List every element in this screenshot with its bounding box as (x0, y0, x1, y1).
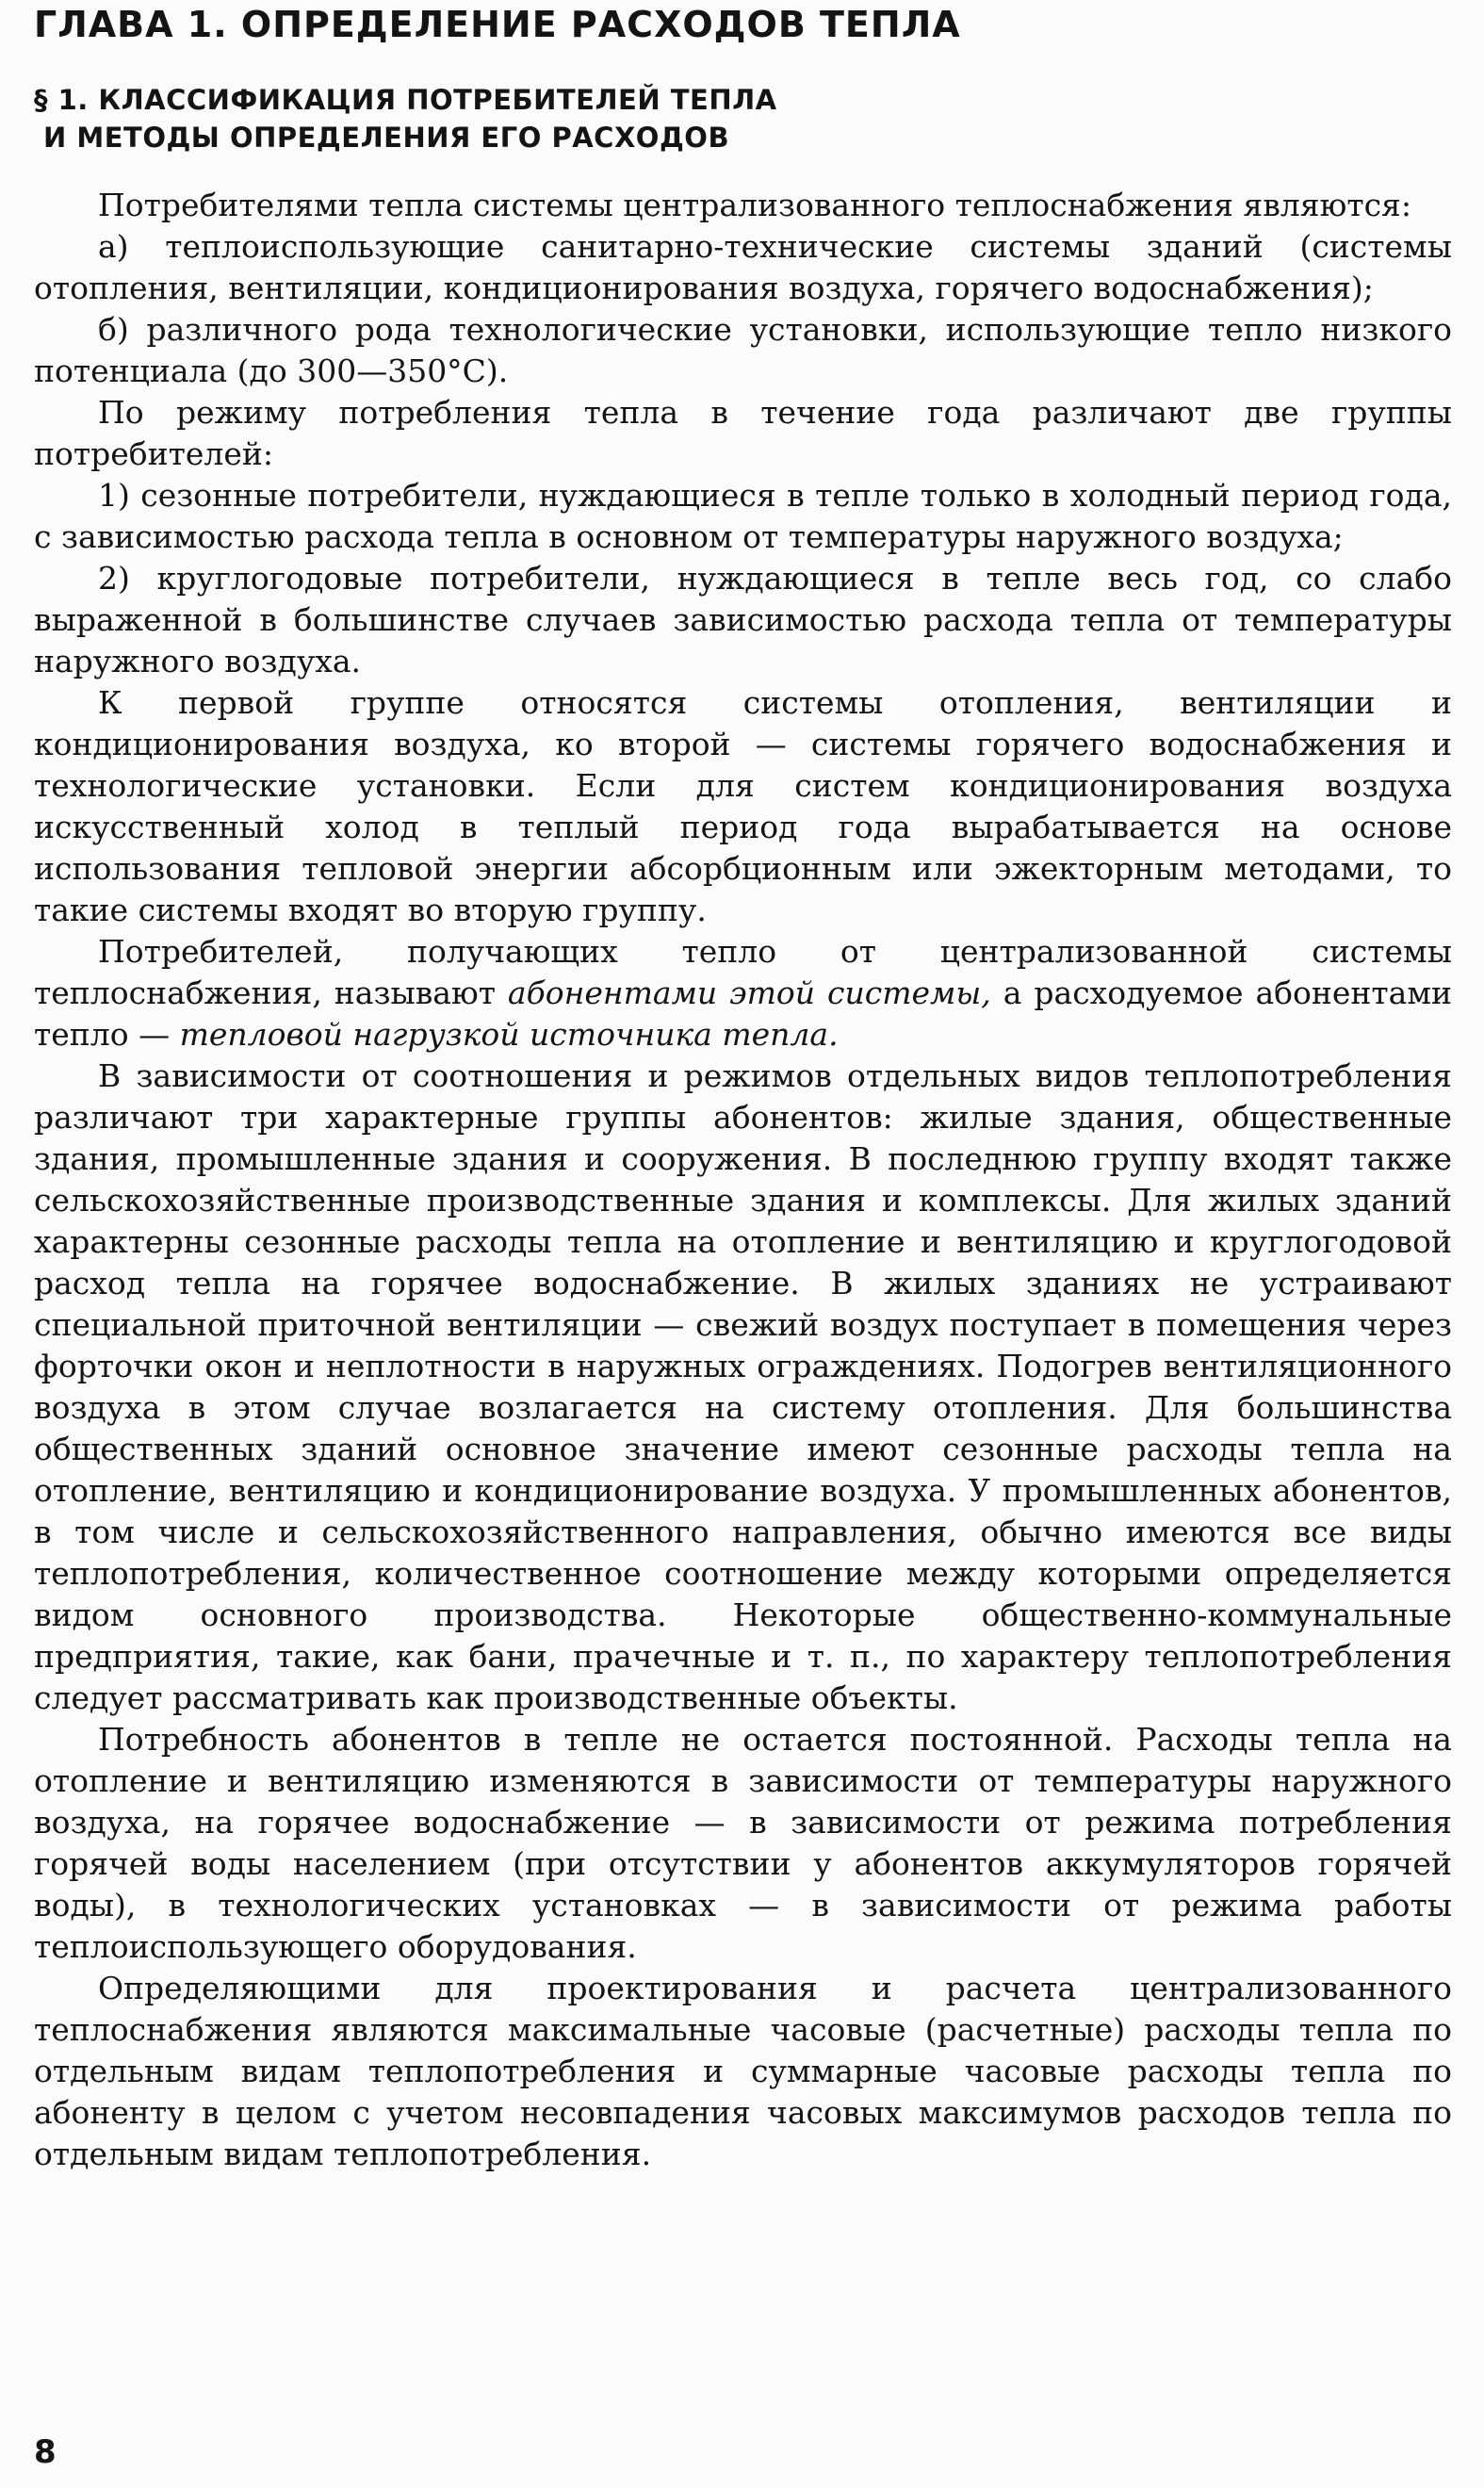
paragraph: б) различного рода технологические установки, использующие тепло низкого потенциала (до 300—350°С). (34, 311, 1452, 389)
text-run: Потребителей, получающих тепло от централизованной системы теплоснабжения, называют (34, 933, 1452, 1011)
paragraph: В зависимости от соотношения и режимов отдельных видов теплопотребления различают три характерные группы абонентов: жилые здания, общественные здания, промышленные здания и сооружения. В последнюю группу входят также сельскохозяйственные производственные здания и комплексы. Для жилых зданий характерны сезонные расходы тепла на отопление и вентиляцию и круглогодовой расход тепла на горячее водоснабжение. В жилых зданиях не устраивают специальной приточной вентиляции — свежий воздух поступает в помещения через форточки окон и неплотности в наружных ограждениях. Подогрев вентиляционного воздуха в этом случае возлагается на систему отопления. Для большинства общественных зданий основное значение имеют сезонные расходы тепла на отопление, вентиляцию и кондиционирование воздуха. У промышленных абонентов, в том числе и сельскохозяйственного направления, обычно имеются все виды теплопотребления, количественное соотношение между которыми определяется видом основного производства. Некоторые общественно-коммунальные предприятия, такие, как бани, прачечные и т. п., по характеру теплопотребления следует рассматривать как производственные объекты. (34, 1057, 1452, 1716)
section-title-line-2: И МЕТОДЫ ОПРЕДЕЛЕНИЯ ЕГО РАСХОДОВ (43, 122, 730, 154)
paragraph: 1) сезонные потребители, нуждающиеся в тепле только в холодный период года, с зависимостью расхода тепла в основном от температуры наружного воздуха; (34, 477, 1452, 555)
paragraph: Потребность абонентов в тепле не остается постоянной. Расходы тепла на отопление и вентиляцию изменяются в зависимости от температуры наружного воздуха, на горячее водоснабжение — в зависимости от режима потребления горячей воды населением (при отсутствии у абонентов аккумуляторов горячей воды), в технологических установках — в зависимости от режима работы теплоиспользующего оборудования. (34, 1721, 1452, 1965)
paragraph: Определяющими для проектирования и расчета централизованного теплоснабжения являются максимальные часовые (расчетные) расходы тепла по отдельным видам теплопотребления и суммарные часовые расходы тепла по абоненту в целом с учетом несовпадения часовых максимумов расходов тепла по отдельным видам теплопотребления. (34, 1970, 1452, 2172)
body-text (34, 185, 1452, 2175)
paragraph: 2) круглогодовые потребители, нуждающиеся в тепле весь год, со слабо выраженной в большинстве случаев зависимостью расхода тепла от температуры наружного воздуха. (34, 560, 1452, 679)
paragraph: Потребителями тепла системы централизованного теплоснабжения являются: (98, 187, 1411, 223)
section-title (34, 81, 1070, 156)
paragraph: По режиму потребления тепла в течение года различают две группы потребителей: (34, 394, 1452, 472)
chapter-title: ГЛАВА 1. ОПРЕДЕЛЕНИЕ РАСХОДОВ ТЕПЛА (34, 4, 961, 45)
paragraph: К первой группе относятся системы отопления, вентиляции и кондиционирования воздуха, ко второй — системы горячего водоснабжения и технологические установки. Если для систем кондиционирования воздуха искусственный холод в теплый период года вырабатывается на основе использования тепловой энергии абсорбционным или эжекторным методами, то такие системы входят во вторую группу. (34, 684, 1452, 928)
italic-term: тепловой нагрузкой источника тепла. (179, 1016, 839, 1053)
paragraph-subscribers (34, 931, 1452, 1056)
page-number: 8 (34, 2433, 57, 2471)
section-title-line-1: § 1. КЛАССИФИКАЦИЯ ПОТРЕБИТЕЛЕЙ ТЕПЛА (34, 84, 777, 116)
italic-term: абонентами этой системы, (507, 974, 991, 1011)
paragraph: а) теплоиспользующие санитарно-технические системы зданий (системы отопления, вентиляции, кондиционирования воздуха, горячего водоснабжения); (34, 228, 1452, 306)
text-run: а расходуемое абонентами тепло — (34, 974, 1452, 1053)
